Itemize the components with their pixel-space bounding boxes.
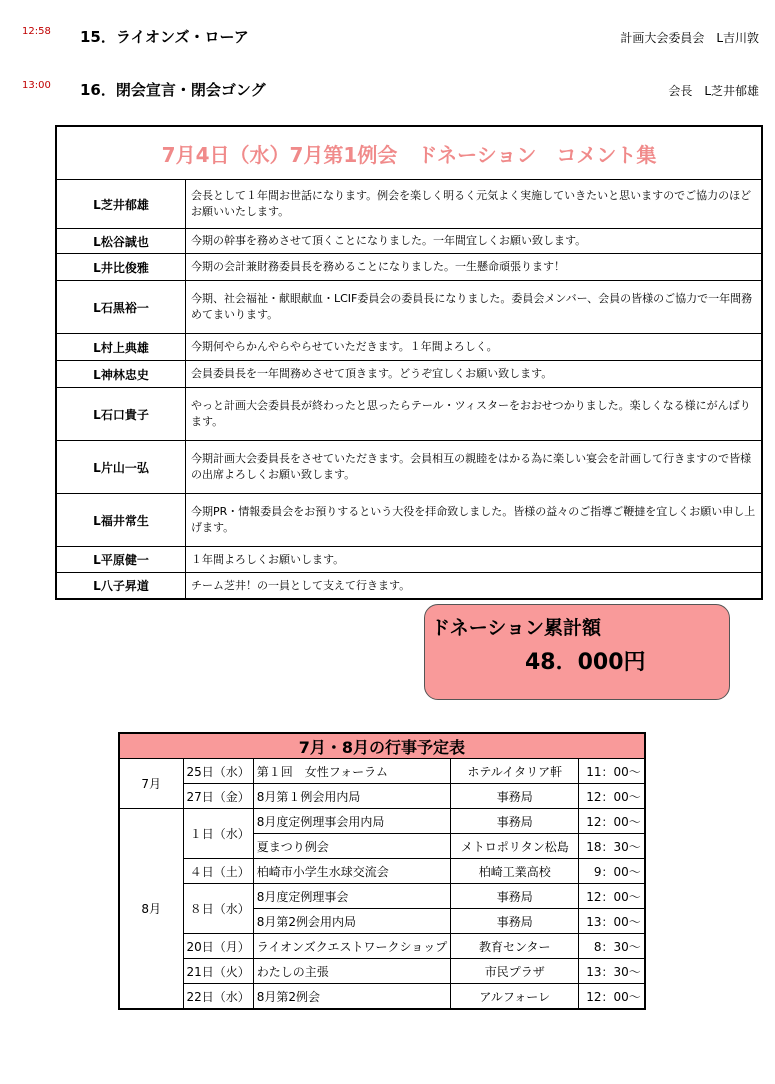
comment-row — [57, 494, 761, 547]
table-row — [119, 884, 645, 909]
member-comment: 今期の幹事を務めさせて頂くことになりました。一年間宜しくお願い致します。 — [191, 234, 587, 247]
member-name: L神林忠史 — [57, 361, 186, 387]
member-name: L平原健一 — [57, 547, 186, 572]
table-row — [119, 809, 645, 834]
event-cell: 8月度定例理事会用内局 — [253, 809, 450, 834]
table-row — [119, 759, 645, 784]
event-schedule-table — [118, 732, 646, 1010]
event-cell: 第１回 女性フォーラム — [253, 759, 450, 784]
comment-row — [57, 281, 761, 334]
agenda-time: 12:58 — [22, 26, 51, 37]
time-cell: 12：00～ — [579, 784, 645, 809]
event-cell: ライオンズクエストワークショップ — [253, 934, 450, 959]
venue-cell: 事務局 — [451, 784, 579, 809]
comments-title: 7月4日（水）7月第1例会 ドネーション コメント集 — [57, 127, 761, 180]
month-cell: 7月 — [119, 759, 183, 809]
agenda-time: 13:00 — [22, 80, 51, 91]
member-name: L松谷誠也 — [57, 229, 186, 253]
table-row — [119, 784, 645, 809]
agenda-person: 計画大会委員会 L吉川敦 — [620, 31, 759, 45]
comment-row — [57, 361, 761, 388]
member-name: L芝井郁雄 — [57, 180, 186, 228]
venue-cell: 事務局 — [451, 909, 579, 934]
comments-table — [55, 125, 763, 600]
day-cell: 20日（月） — [183, 934, 253, 959]
donation-total-label: ドネーション累計額 — [431, 617, 602, 639]
event-cell: 8月度定例理事会 — [253, 884, 450, 909]
table-row — [119, 859, 645, 884]
event-cell: 8月第１例会用内局 — [253, 784, 450, 809]
agenda-title: 15．ライオンズ・ローア — [80, 28, 249, 46]
member-name: L村上典雄 — [57, 334, 186, 360]
table-row — [119, 934, 645, 959]
day-cell: ８日（水） — [183, 884, 253, 934]
member-comment: 今期何やらかんやらやらせていただきます。１年間よろしく。 — [191, 340, 498, 353]
member-comment: やっと計画大会委員長が終わったと思ったらテール・ツィスターをおおせつかりました。楽しくなる様にがんばります。 — [191, 399, 751, 428]
member-name: L片山一弘 — [57, 441, 186, 493]
day-cell: 27日（金） — [183, 784, 253, 809]
comment-row — [57, 388, 761, 441]
member-comment: 今期計画大会委員長をさせていただきます。会員相互の親睦をはかる為に楽しい宴会を計画して行きますので皆様の出席よろしくお願い致します。 — [191, 452, 752, 481]
time-cell: 8：30～ — [579, 934, 645, 959]
time-cell: 12：00～ — [579, 884, 645, 909]
time-cell: 13：30～ — [579, 959, 645, 984]
venue-cell: 教育センター — [451, 934, 579, 959]
event-cell: 8月第2例会 — [253, 984, 450, 1010]
venue-cell: 事務局 — [451, 884, 579, 909]
member-name: L石口貴子 — [57, 388, 186, 440]
event-cell: わたしの主張 — [253, 959, 450, 984]
donation-total-box — [424, 604, 730, 700]
venue-cell: メトロポリタン松島 — [451, 834, 579, 859]
venue-cell: 事務局 — [451, 809, 579, 834]
comment-row — [57, 547, 761, 573]
event-cell: 柏崎市小学生水球交流会 — [253, 859, 450, 884]
member-comment: 今期PR・情報委員会をお預りするという大役を拝命致しました。皆様の益々のご指導ご鞭撻を宜しくお願い申し上げます。 — [191, 505, 756, 534]
time-cell: 18：30～ — [579, 834, 645, 859]
comment-row — [57, 441, 761, 494]
member-name: L八子昇道 — [57, 573, 186, 598]
member-comment: 会員委員長を一年間務めさせて頂きます。どうぞ宜しくお願い致します。 — [191, 367, 553, 380]
day-cell: ４日（土） — [183, 859, 253, 884]
comment-row — [57, 334, 761, 361]
venue-cell: 柏崎工業高校 — [451, 859, 579, 884]
comment-row — [57, 180, 761, 229]
comment-row — [57, 254, 761, 281]
venue-cell: アルフォーレ — [451, 984, 579, 1010]
member-comment: 今期の会計兼財務委員長を務めることになりました。一生懸命頑張ります！ — [191, 260, 565, 273]
day-cell: 25日（水） — [183, 759, 253, 784]
day-cell: 22日（水） — [183, 984, 253, 1010]
time-cell: 12：00～ — [579, 809, 645, 834]
comment-row — [57, 573, 761, 598]
agenda-title: 16．閉会宣言・閉会ゴング — [80, 81, 266, 99]
comment-row — [57, 229, 761, 254]
time-cell: 13：00～ — [579, 909, 645, 934]
member-comment: チーム芝井！の一員として支えて行きます。 — [191, 578, 411, 592]
agenda-person: 会長 L芝井郁雄 — [668, 84, 759, 98]
day-cell: １日（水） — [183, 809, 253, 859]
member-comment: １年間よろしくお願いします。 — [191, 552, 345, 566]
schedule-title: 7月・8月の行事予定表 — [119, 733, 645, 759]
member-name: L福井常生 — [57, 494, 186, 546]
event-cell: 夏まつり例会 — [253, 834, 450, 859]
time-cell: 9：00～ — [579, 859, 645, 884]
event-cell: 8月第2例会用内局 — [253, 909, 450, 934]
day-cell: 21日（火） — [183, 959, 253, 984]
member-comment: 今期、社会福祉・献眼献血・LCIF委員会の委員長になりました。委員会メンバー、会員の皆様のご協力で一年間務めてまいります。 — [191, 292, 753, 321]
time-cell: 11：00～ — [579, 759, 645, 784]
venue-cell: 市民プラザ — [451, 959, 579, 984]
table-row — [119, 984, 645, 1010]
donation-total-amount: 48．000円 — [525, 650, 646, 675]
member-name: L石黒裕一 — [57, 281, 186, 333]
venue-cell: ホテルイタリア軒 — [451, 759, 579, 784]
month-cell: 8月 — [119, 809, 183, 1010]
time-cell: 12：00～ — [579, 984, 645, 1010]
member-comment: 会長として１年間お世話になります。例会を楽しく明るく元気よく実施していきたいと思いますのでご協力のほどお願いいたします。 — [191, 189, 752, 218]
member-name: L井比俊雅 — [57, 254, 186, 280]
